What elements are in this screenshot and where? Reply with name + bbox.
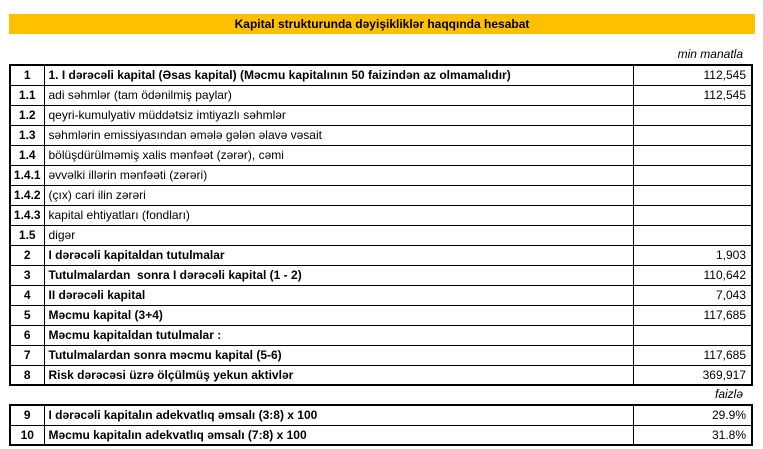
table-row (10, 65, 752, 85)
row-label-cell: Məcmu kapitaldan tutulmalar : (44, 325, 633, 345)
row-label-cell: adi səhmlər (tam ödənilmiş paylar) (44, 85, 633, 105)
report-title: Kapital strukturunda dəyişikliklər haqqında hesabat (234, 17, 530, 31)
row-label-cell: kapital ehtiyatları (fondları) (44, 205, 633, 225)
table-row (10, 265, 752, 285)
row-label-cell: II dərəcəli kapital (44, 285, 633, 305)
row-label-cell: bölüşdürülməmiş xalis mənfəət (zərər), cəmi (44, 145, 633, 165)
row-value-cell (633, 185, 752, 205)
row-value-cell (633, 145, 752, 165)
row-value-cell: 29.9% (633, 405, 752, 425)
row-value-cell: 117,685 (633, 305, 752, 325)
row-label-cell: qeyri-kumulyativ müddətsiz imtiyazlı səhmlər (44, 105, 633, 125)
row-label-cell: Tutulmalardan sonra I dərəcəli kapital (1 - 2) (44, 265, 633, 285)
row-number-cell: 9 (10, 405, 44, 425)
row-number-cell: 10 (10, 425, 44, 445)
unit-note-thousand-manats: min manatla (677, 47, 743, 61)
row-number-cell: 7 (10, 345, 44, 365)
row-value-cell (633, 225, 752, 245)
row-number-cell: 1.4.1 (10, 165, 44, 185)
row-number-cell: 1.3 (10, 125, 44, 145)
row-number-cell: 1 (10, 65, 44, 85)
row-number-cell: 6 (10, 325, 44, 345)
table-row (10, 325, 752, 345)
row-label-cell: səhmlərin emissiyasından əmələ gələn əlavə vəsait (44, 125, 633, 145)
table-row (10, 165, 752, 185)
row-value-cell (633, 105, 752, 125)
row-value-cell: 31.8% (633, 425, 752, 445)
row-number-cell: 1.5 (10, 225, 44, 245)
table-row (10, 245, 752, 265)
row-label-cell: I dərəcəli kapitaldan tutulmalar (44, 245, 633, 265)
row-label-cell: digər (44, 225, 633, 245)
adequacy-ratio-table (9, 404, 753, 446)
row-value-cell (633, 125, 752, 145)
row-label-cell: Məcmu kapital (3+4) (44, 305, 633, 325)
row-label-cell: 1. I dərəcəli kapital (Əsas kapital) (Məcmu kapitalının 50 faizindən az olmamalıdır) (44, 65, 633, 85)
row-label-cell: (çıx) cari ilin zərəri (44, 185, 633, 205)
table-row (10, 205, 752, 225)
row-value-cell: 110,642 (633, 265, 752, 285)
table-row (10, 405, 752, 425)
adequacy-ratio-table-body (10, 405, 752, 445)
table-row (10, 285, 752, 305)
row-label-cell: I dərəcəli kapitalın adekvatlıq əmsalı (3:8) x 100 (44, 405, 633, 425)
row-number-cell: 4 (10, 285, 44, 305)
row-number-cell: 1.1 (10, 85, 44, 105)
table-row (10, 85, 752, 105)
row-number-cell: 2 (10, 245, 44, 265)
capital-structure-table (9, 64, 753, 386)
row-value-cell (633, 205, 752, 225)
row-value-cell: 112,545 (633, 85, 752, 105)
row-number-cell: 5 (10, 305, 44, 325)
row-label-cell: Məcmu kapitalın adekvatlıq əmsalı (7:8) x 100 (44, 425, 633, 445)
row-number-cell: 1.4.3 (10, 205, 44, 225)
table-row (10, 125, 752, 145)
row-number-cell: 1.4 (10, 145, 44, 165)
row-label-cell: əvvəlki illərin mənfəəti (zərəri) (44, 165, 633, 185)
capital-structure-table-body (10, 65, 752, 385)
row-value-cell (633, 325, 752, 345)
row-number-cell: 1.4.2 (10, 185, 44, 205)
row-value-cell: 117,685 (633, 345, 752, 365)
table-row (10, 145, 752, 165)
row-value-cell: 112,545 (633, 65, 752, 85)
row-value-cell: 7,043 (633, 285, 752, 305)
row-value-cell: 1,903 (633, 245, 752, 265)
row-label-cell: Risk dərəcəsi üzrə ölçülmüş yekun aktivlər (44, 365, 633, 385)
row-number-cell: 3 (10, 265, 44, 285)
report-title-banner (9, 14, 755, 34)
table-row (10, 225, 752, 245)
table-row (10, 345, 752, 365)
row-label-cell: Tutulmalardan sonra məcmu kapital (5-6) (44, 345, 633, 365)
table-row (10, 425, 752, 445)
row-value-cell (633, 165, 752, 185)
row-value-cell: 369,917 (633, 365, 752, 385)
table-row (10, 305, 752, 325)
unit-note-percent: faizlə (714, 387, 743, 401)
table-row (10, 365, 752, 385)
table-row (10, 105, 752, 125)
row-number-cell: 1.2 (10, 105, 44, 125)
row-number-cell: 8 (10, 365, 44, 385)
table-row (10, 185, 752, 205)
